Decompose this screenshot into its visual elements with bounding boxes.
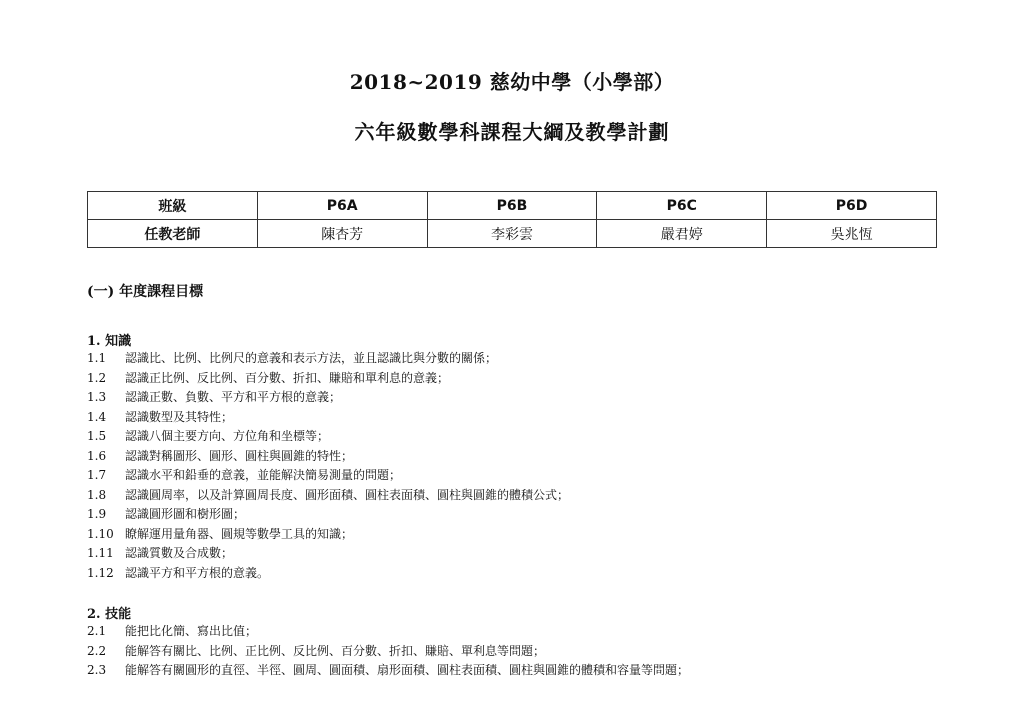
item-number: 1.4 [87,409,107,424]
skills-heading: 2. 技能 [87,607,132,622]
item-text: 認識正數、負數、平方和平方根的意義； [125,390,342,404]
item-number: 2.3 [87,663,107,677]
list-item [87,564,569,584]
item-text: 瞭解運用量角器、圓規等數學工具的知識； [125,526,354,541]
teacher-name-cell: 李彩雲 [427,220,597,248]
item-number: 1.11 [87,546,114,560]
list-item [87,427,569,447]
item-text: 認識數型及其特性； [125,409,234,424]
list-item [87,447,569,467]
item-text: 認識圓形圖和樹形圖； [125,507,246,521]
class-name-cell: P6A [257,192,427,220]
list-item [87,466,569,486]
knowledge-list [87,349,569,583]
item-number: 1.6 [87,448,107,463]
class-teacher-table [87,191,937,248]
document-title: 2018~2019 慈幼中學（小學部） [349,70,675,94]
teacher-name-cell: 吳兆恆 [767,220,937,248]
item-text: 認識水平和鉛垂的意義，並能解決簡易測量的問題； [125,468,402,482]
teacher-name-cell: 陳杏芳 [257,220,427,248]
list-item [87,408,569,428]
item-text: 認識對稱圖形、圓形、圓柱與圓錐的特性； [125,448,354,463]
list-item [87,349,569,369]
item-text: 能解答有關比、比例、正比例、反比例、百分數、折扣、賺賠、單利息等問題； [125,643,546,658]
list-item [87,369,569,389]
item-text: 認識平方和平方根的意義。 [125,565,270,580]
list-item [87,544,569,564]
section-title: (一) 年度課程目標 [87,284,204,300]
list-item [87,661,689,681]
class-name-cell: P6B [427,192,597,220]
item-number: 1.9 [87,507,107,521]
item-text: 能把比化簡、寫出比值； [125,624,258,638]
list-item [87,622,689,642]
list-item [87,486,569,506]
class-name-cell: P6D [767,192,937,220]
item-text: 認識比、比例、比例尺的意義和表示方法，並且認識比與分數的關係； [125,351,498,365]
item-number: 1.2 [87,370,107,385]
item-number: 2.2 [87,643,107,658]
item-text: 能解答有關圓形的直徑、半徑、圓周、圓面積、扇形面積、圓柱表面積、圓柱與圓錐的體積和容量等問題； [125,663,690,677]
item-number: 1.7 [87,468,107,482]
class-header-label: 班級 [88,192,258,220]
item-text: 認識圓周率，以及計算圓周長度、圓形面積、圓柱表面積、圓柱與圓錐的體積公式； [125,487,570,502]
list-item [87,642,689,662]
item-number: 2.1 [87,624,107,638]
item-number: 1.10 [87,526,114,541]
table-header-row [88,192,937,220]
list-item [87,505,569,525]
teacher-row [88,220,937,248]
item-number: 1.5 [87,429,107,443]
item-number: 1.8 [87,487,107,502]
list-item [87,525,569,545]
document-subtitle: 六年級數學科課程大綱及教學計劃 [354,120,670,144]
item-text: 認識正比例、反比例、百分數、折扣、賺賠和單利息的意義； [125,370,450,385]
knowledge-heading: 1. 知識 [87,334,132,349]
teacher-label: 任教老師 [88,220,258,248]
item-text: 認識八個主要方向、方位角和坐標等； [125,429,330,443]
class-name-cell: P6C [597,192,767,220]
item-number: 1.3 [87,390,107,404]
teacher-name-cell: 嚴君婷 [597,220,767,248]
skills-list [87,622,689,681]
item-number: 1.1 [87,351,107,365]
list-item [87,388,569,408]
item-text: 認識質數及合成數； [125,546,234,560]
item-number: 1.12 [87,565,114,580]
